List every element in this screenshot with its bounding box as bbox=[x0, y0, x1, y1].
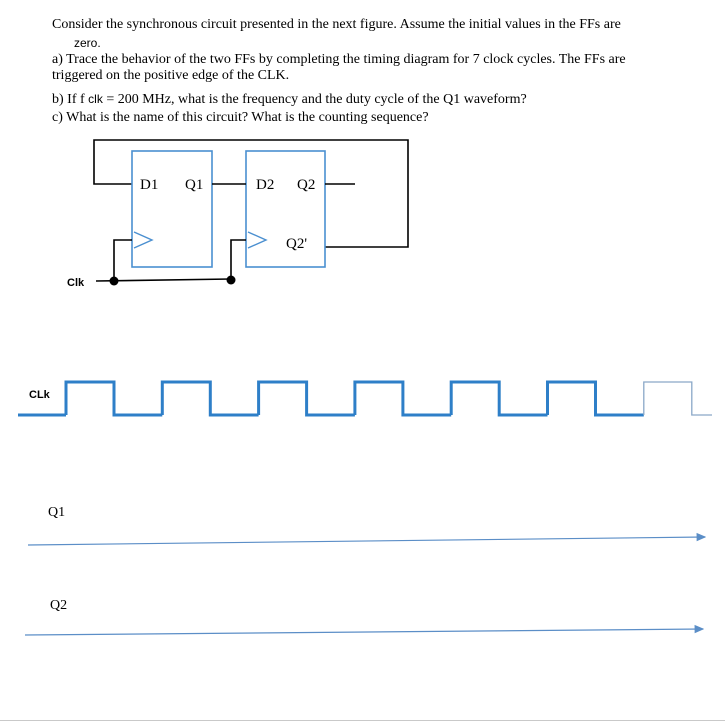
clock-cycle-2 bbox=[162, 382, 258, 415]
q2-time-axis bbox=[25, 629, 703, 635]
bottom-divider bbox=[0, 720, 725, 721]
intro-line-2: zero. bbox=[74, 36, 101, 50]
ff1-q-label: Q1 bbox=[185, 177, 204, 193]
timing-clk-label: CLk bbox=[29, 389, 50, 401]
clock-cycle-4 bbox=[355, 382, 451, 415]
ff1-clock-wire bbox=[114, 240, 132, 281]
clock-cycle-6 bbox=[548, 382, 644, 415]
question-a-line-1: a) Trace the behavior of the two FFs by completing the timing diagram for 7 clock cycles. The FFs are bbox=[52, 52, 626, 67]
ff1-d-label: D1 bbox=[140, 177, 159, 193]
intro-line-1: Consider the synchronous circuit presented in the next figure. Assume the initial values in the FFs are bbox=[52, 17, 621, 32]
question-b-rest: = 200 MHz, what is the frequency and the duty cycle of the Q1 waveform? bbox=[102, 92, 527, 107]
clock-junction-1 bbox=[110, 277, 119, 286]
question-b-prefix: b) If f bbox=[52, 92, 89, 107]
question-b-subscript: clk bbox=[88, 92, 103, 106]
question-c: c) What is the name of this circuit? What is the counting sequence? bbox=[52, 110, 429, 125]
ff2-d-label: D2 bbox=[256, 177, 275, 193]
ff2-qbar-label: Q2' bbox=[286, 236, 308, 252]
clock-junction-2 bbox=[227, 276, 236, 285]
clock-waveform bbox=[18, 382, 712, 415]
q1-time-axis bbox=[28, 537, 705, 545]
question-a-line-2: triggered on the positive edge of the CLK. bbox=[52, 68, 290, 83]
clock-cycle-7 bbox=[644, 382, 712, 415]
clock-cycle-3 bbox=[259, 382, 355, 415]
timing-q1-label: Q1 bbox=[48, 505, 66, 520]
clock-cycle-1 bbox=[66, 382, 162, 415]
circuit-clk-label: Clk bbox=[67, 277, 85, 289]
timing-q2-label: Q2 bbox=[50, 598, 68, 613]
ff2-q-label: Q2 bbox=[297, 177, 316, 193]
ff2-clock-wire bbox=[231, 240, 246, 281]
flip-flop-1 bbox=[132, 151, 212, 267]
clock-cycle-5 bbox=[451, 382, 547, 415]
